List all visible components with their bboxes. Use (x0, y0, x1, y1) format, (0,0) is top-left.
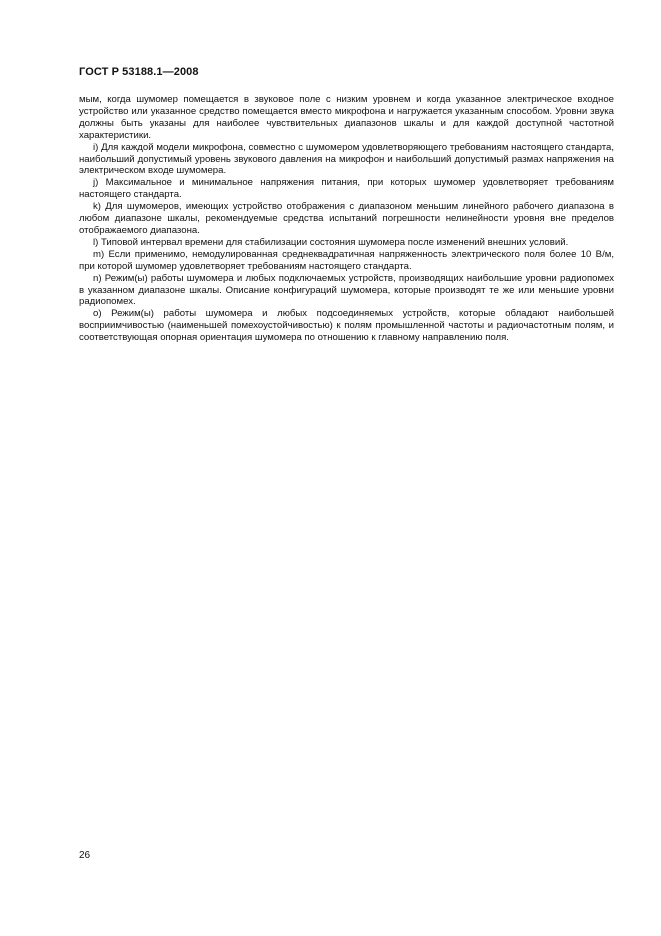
paragraph-item-n: n) Режим(ы) работы шумомера и любых подключаемых устройств, производящих наибольшие уровни радиопомех в указанном диапазоне шкалы. Описание конфигураций шумомера, которые производят те же или меньшие уровни радиопомех. (79, 272, 614, 308)
paragraph-item-m: m) Если применимо, немодулированная среднеквадратичная напряженность электрического поля более 10 В/м, при которой шумомер удовлетворяет требованиям настоящего стандарта. (79, 248, 614, 272)
paragraph-item-l: l) Типовой интервал времени для стабилизации состояния шумомера после изменений внешних условий. (93, 236, 569, 248)
paragraph-item-i: i) Для каждой модели микрофона, совместно с шумомером удовлетворяющего требованиям настоящего стандарта, наибольший допустимый уровень звукового давления на микрофон и наибольший допустимый размах напряжения на электрическом входе шумомера. (79, 141, 614, 177)
document-body (79, 94, 614, 344)
page-number: 26 (79, 850, 91, 861)
paragraph-item-k: k) Для шумомеров, имеющих устройство отображения с диапазоном меньшим линейного рабочего диапазона в любом диапазоне шкалы, рекомендуемые средства испытаний погрешности нелинейности уровня вне пределов отображаемого диапазона. (79, 201, 614, 236)
document-header: ГОСТ Р 53188.1—2008 (79, 66, 199, 78)
paragraph-item-o: о) Режим(ы) работы шумомера и любых подсоединяемых устройств, которые обладают наибольшей восприимчивостью (наименьшей помехоустойчивостью) к полям промышленной частоты и радиочастотным полям, и соответствующая опорная ориентация шумомера по отношению к главному направлению поля. (79, 308, 614, 344)
paragraph-item-j: j) Максимальное и минимальное напряжения питания, при которых шумомер удовлетворяет требованиям настоящего стандарта. (79, 177, 614, 201)
paragraph-continuation: мым, когда шумомер помещается в звуковое поле с низким уровнем и когда указанное электрическое входное устройство или указанное средство помещается вместо микрофона и нагружается указанным способом. Уровни звука должны быть указаны для наиболее чувствительных диапазонов шкалы и для каждой доступной частотной характеристики. (79, 94, 614, 141)
